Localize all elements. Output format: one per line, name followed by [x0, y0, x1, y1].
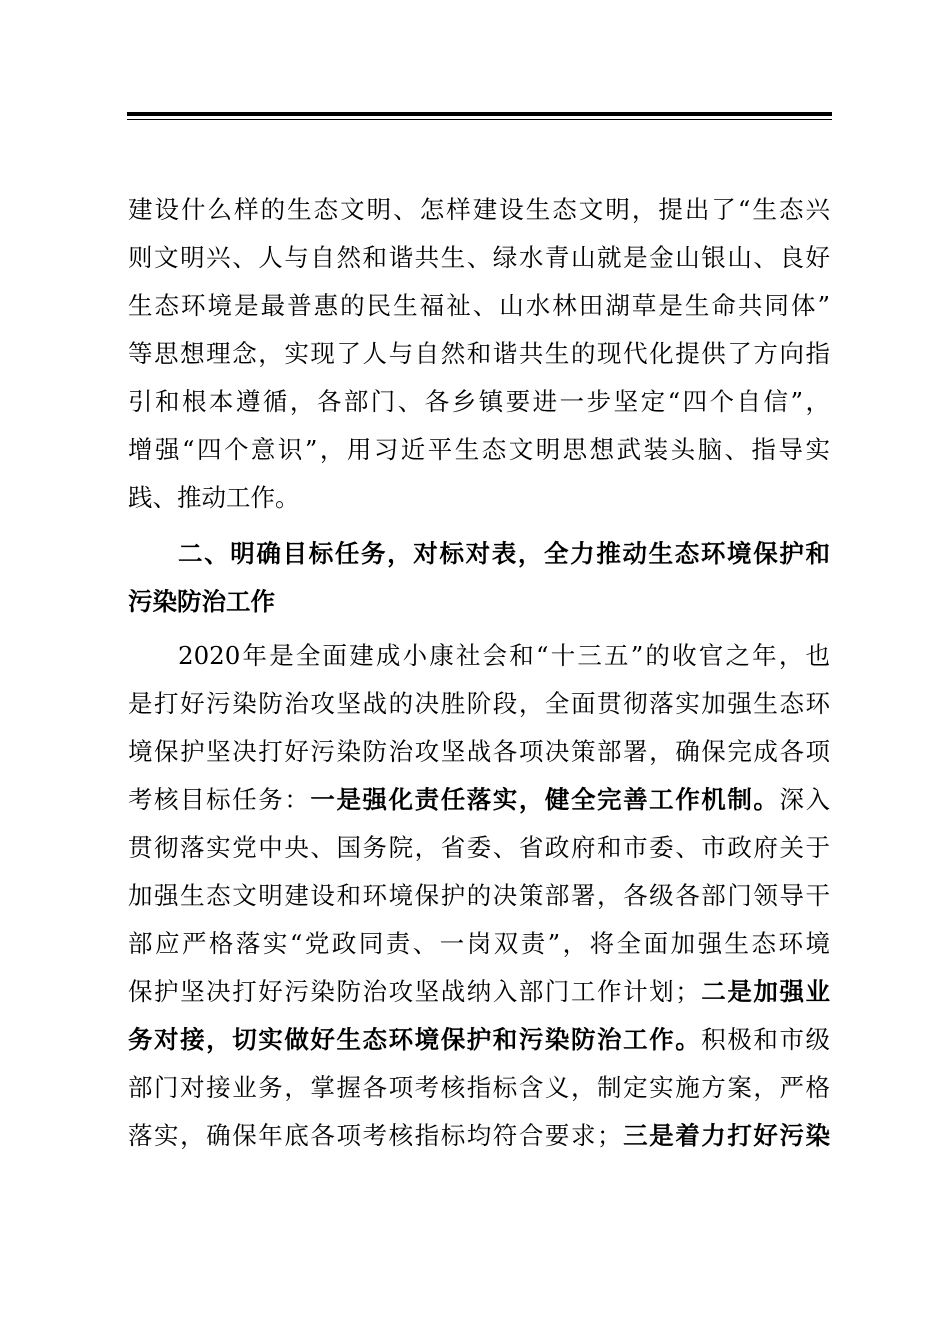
text-run: 深入 [779, 785, 831, 814]
paragraph-line: 部应严格落实“党政同责、一岗双责”，将全面加强生态环境 [128, 929, 830, 958]
section-heading-continuation: 污染防治工作 [128, 587, 275, 616]
paragraph-line [128, 1110, 830, 1162]
paragraph-line: 等思想理念，实现了人与自然和谐共生的现代化提供了方向指 [128, 339, 830, 368]
emphasis-run: 务对接，切实做好生态环境保护和污染防治工作。 [128, 1025, 702, 1054]
paragraph-line: 则文明兴、人与自然和谐共生、绿水青山就是金山银山、良好 [128, 243, 830, 272]
emphasis-run: 二是加强业 [699, 977, 831, 1006]
section-heading: 二、明确目标任务，对标对表，全力推动生态环境保护和 [178, 539, 830, 568]
text-run: 积极和市级 [701, 1025, 831, 1054]
header-rule-thin [127, 119, 832, 120]
paragraph-line [128, 1014, 830, 1066]
text-run: 保护坚决打好污染防治攻坚战纳入部门工作计划； [128, 977, 700, 1006]
paragraph-line: 境保护坚决打好污染防治攻坚战各项决策部署，确保完成各项 [128, 737, 830, 766]
paragraph-line [128, 774, 830, 826]
paragraph-line: 建设什么样的生态文明、怎样建设生态文明，提出了“生态兴 [128, 195, 830, 224]
paragraph-line: 践、推动工作。 [128, 483, 300, 512]
paragraph-line: 2020年是全面建成小康社会和“十三五”的收官之年，也 [178, 641, 830, 670]
emphasis-run: 一是强化责任落实，健全完善工作机制。 [310, 785, 780, 814]
paragraph-line: 增强“四个意识”，用习近平生态文明思想武装头脑、指导实 [128, 435, 830, 464]
header-rule-thick [127, 112, 832, 116]
paragraph-line: 贯彻落实党中央、国务院，省委、省政府和市委、市政府关于 [128, 833, 830, 862]
paragraph-line: 生态环境是最普惠的民生福祉、山水林田湖草是生命共同体” [128, 291, 830, 320]
emphasis-run: 三是着力打好污染 [621, 1121, 831, 1150]
text-run: 考核目标任务： [128, 785, 311, 814]
text-run: 落实，确保年底各项考核指标均符合要求； [128, 1121, 622, 1150]
paragraph-line: 部门对接业务，掌握各项考核指标含义，制定实施方案，严格 [128, 1073, 830, 1102]
paragraph-line: 是打好污染防治攻坚战的决胜阶段，全面贯彻落实加强生态环 [128, 689, 830, 718]
paragraph-line: 加强生态文明建设和环境保护的决策部署，各级各部门领导干 [128, 881, 830, 910]
paragraph-line: 引和根本遵循，各部门、各乡镇要进一步坚定“四个自信”， [128, 387, 830, 416]
paragraph-line [128, 966, 830, 1018]
